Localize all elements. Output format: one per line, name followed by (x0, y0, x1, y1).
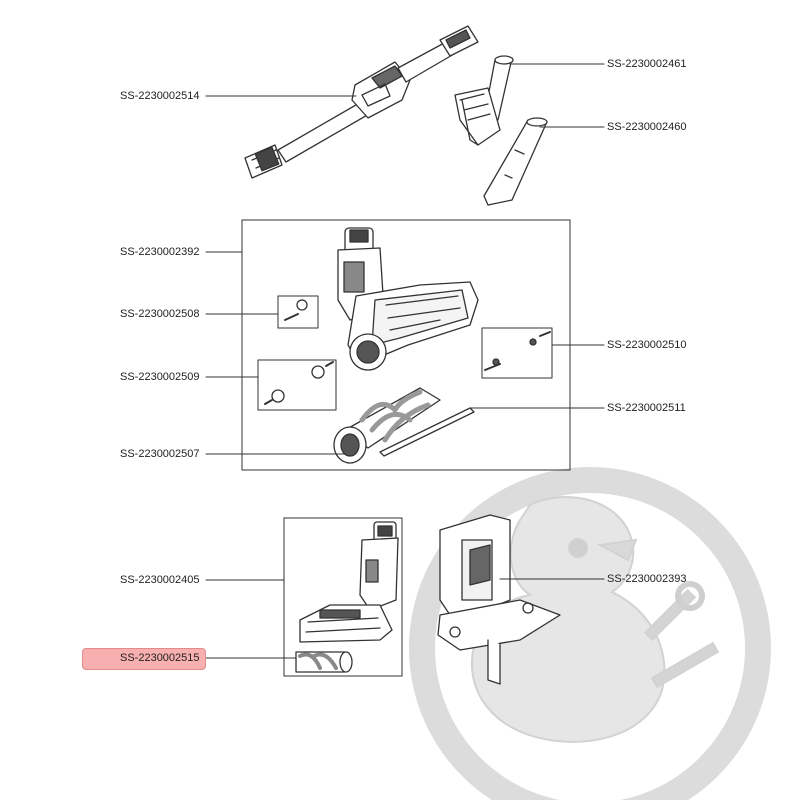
part-label-2507[interactable]: SS-2230002507 (120, 448, 200, 460)
extension-tube-part (245, 26, 478, 178)
part-label-2393[interactable]: SS-2230002393 (607, 573, 687, 585)
screw-kit-frame-2509 (258, 360, 336, 410)
part-label-2405[interactable]: SS-2230002405 (120, 574, 200, 586)
part-label-2514[interactable]: SS-2230002514 (120, 90, 200, 102)
part-label-2509[interactable]: SS-2230002509 (120, 371, 200, 383)
part-label-2461[interactable]: SS-2230002461 (607, 58, 687, 70)
part-label-2392[interactable]: SS-2230002392 (120, 246, 200, 258)
part-label-2511[interactable]: SS-2230002511 (607, 402, 686, 414)
part-label-2515[interactable]: SS-2230002515 (120, 652, 200, 664)
screw-kit-frame-2508 (278, 296, 318, 328)
power-nozzle-part (338, 228, 478, 370)
screw-kit-2509 (265, 362, 333, 404)
part-label-2508[interactable]: SS-2230002508 (120, 308, 200, 320)
wall-stand-part (438, 515, 560, 684)
screw-kit-2508 (285, 300, 307, 320)
part-label-2510[interactable]: SS-2230002510 (607, 339, 687, 351)
brush-tool-part (455, 56, 513, 145)
screw-kit-2510 (485, 332, 550, 370)
mini-nozzle-part (300, 522, 398, 642)
mini-brush-roll-part (296, 652, 352, 672)
part-label-2460[interactable]: SS-2230002460 (607, 121, 687, 133)
